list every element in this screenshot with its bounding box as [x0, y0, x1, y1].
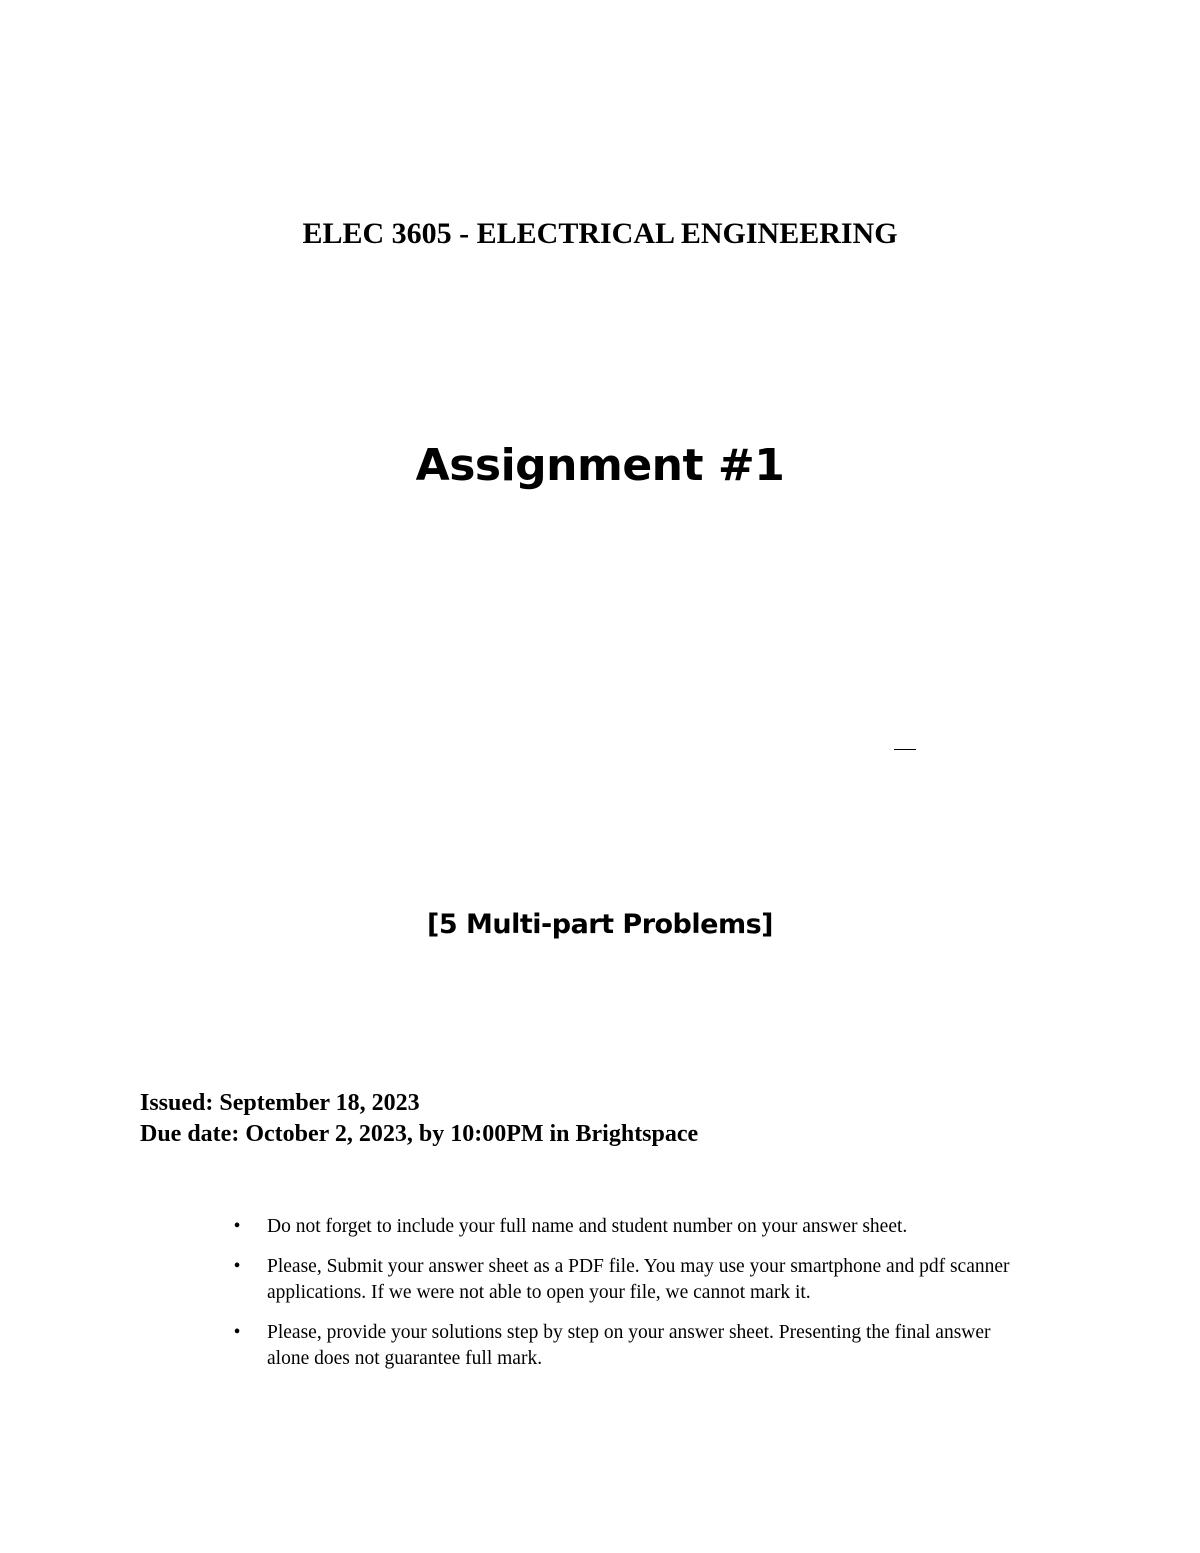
due-date: Due date: October 2, 2023, by 10:00PM in Brightspace [140, 1121, 699, 1147]
list-item [230, 1320, 1030, 1372]
instructions-list [230, 1214, 1030, 1386]
bullet-icon: • [233, 1216, 241, 1237]
bullet-icon: • [233, 1256, 241, 1277]
assignment-title: Assignment #1 [415, 440, 785, 491]
instruction-text: Please, provide your solutions step by step on your answer sheet. Presenting the final answer alone does not guarantee full mark. [267, 1322, 991, 1369]
instruction-text: Please, Submit your answer sheet as a PDF file. You may use your smartphone and pdf scanner applications. If we were not able to open your file, we cannot mark it. [267, 1256, 1010, 1303]
list-item [230, 1254, 1030, 1306]
instruction-text: Do not forget to include your full name and student number on your answer sheet. [267, 1216, 908, 1237]
dash-mark [894, 749, 916, 750]
dates-block [140, 1088, 698, 1150]
problems-label: [5 Multi-part Problems] [427, 909, 773, 940]
list-item [230, 1214, 1030, 1240]
issued-date: Issued: September 18, 2023 [140, 1090, 420, 1116]
bullet-icon: • [233, 1322, 241, 1343]
course-title: ELEC 3605 - ELECTRICAL ENGINEERING [302, 217, 898, 250]
